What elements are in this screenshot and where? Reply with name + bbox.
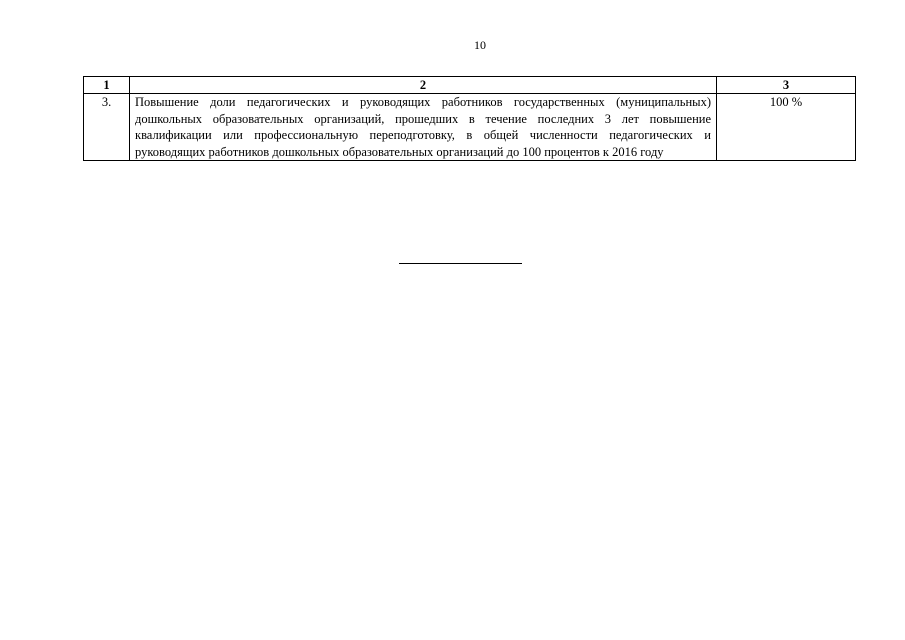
end-of-document-rule xyxy=(399,263,522,264)
table-header-row xyxy=(84,77,856,94)
row-number: 3. xyxy=(84,94,130,161)
indicator-table xyxy=(83,76,856,161)
indicator-value: 100 % xyxy=(717,94,856,161)
page-number: 10 xyxy=(474,38,486,52)
column-header-1: 1 xyxy=(84,77,130,94)
column-header-2: 2 xyxy=(130,77,717,94)
table-row xyxy=(84,94,856,161)
indicator-description: Повышение доли педагогических и руководящих работников государственных (муниципальных) дошкольных образовательных организаций, прошедших в течение последних 3 лет повышение квалификации или профессиональную переподготовку, в общей численности педагогических и руководящих работников дошкольных образовательных организаций до 100 процентов к 2016 году xyxy=(130,94,717,161)
column-header-3: 3 xyxy=(717,77,856,94)
